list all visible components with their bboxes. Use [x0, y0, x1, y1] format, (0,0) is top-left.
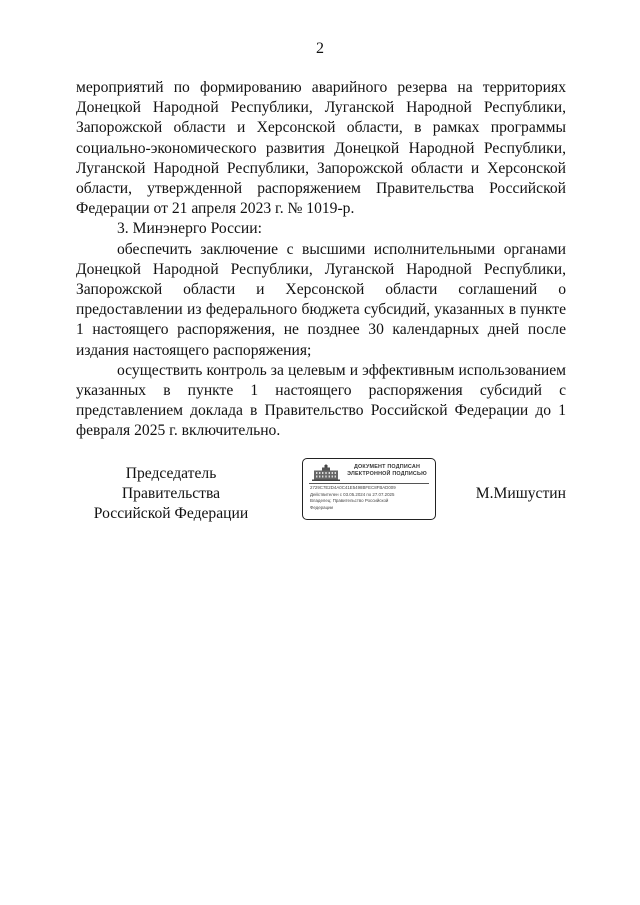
stamp-owner-line-2: Федерации	[310, 504, 333, 510]
stamp-details	[310, 485, 432, 511]
stamp-heading-line-2: ЭЛЕКТРОННОЙ ПОДПИСЬЮ	[347, 471, 427, 477]
stamp-validity: Действителен с 03.05.2024 по 27.07.2025	[310, 491, 395, 497]
signer-title-line-2: Российской Федерации	[93, 505, 249, 522]
government-building-icon	[311, 464, 341, 482]
stamp-owner-line-1: Владелец: Правительство Российской	[310, 498, 389, 504]
paragraph-agreements: обеспечить заключение с высшими исполнительными органами Донецкой Народной Республики, Луганской Народной Республики, Запорожской области и Херсонской области соглашений о предоставлении из федерального бюджета субсидий, указанных в пункте 1 настоящего распоряжения, не позднее 30 календарных дней после издания настоящего распоряжения;	[76, 240, 566, 359]
electronic-signature-stamp	[302, 458, 436, 520]
document-body	[76, 78, 566, 442]
stamp-divider	[309, 483, 429, 484]
page-number: 2	[316, 40, 324, 57]
paragraph-control: осуществить контроль за целевым и эффективным использованием указанных в пункте 1 настоящего распоряжения субсидий с представлением доклада в Правительство Российской Федерации до 1 февраля 2025 г. включительно.	[76, 361, 566, 440]
stamp-heading-line-1: ДОКУМЕНТ ПОДПИСАН	[353, 464, 421, 470]
signature-block	[76, 464, 566, 524]
signer-title	[76, 464, 266, 524]
paragraph-item-3-heading: 3. Минэнерго России:	[117, 220, 262, 238]
signer-name: М.Мишустин	[475, 485, 566, 502]
signer-title-line-1: Председатель Правительства	[121, 465, 221, 502]
stamp-heading	[341, 464, 433, 478]
paragraph-continuation: мероприятий по формированию аварийного резерва на территориях Донецкой Народной Республики, Луганской Народной Республики, Запорожской области и Херсонской области, в рамках программы социально-экономического развития Донецкой Народной Республики, Луганской Народной Республики, Запорожской области и Херсонской области, утвержденной распоряжением Правительства Российской Федерации от 21 апреля 2023 г. № 1019-р.	[76, 79, 566, 218]
stamp-certificate-number: 2729C7E2D4A0C41E5498BFEC8FBAD009	[310, 485, 396, 490]
